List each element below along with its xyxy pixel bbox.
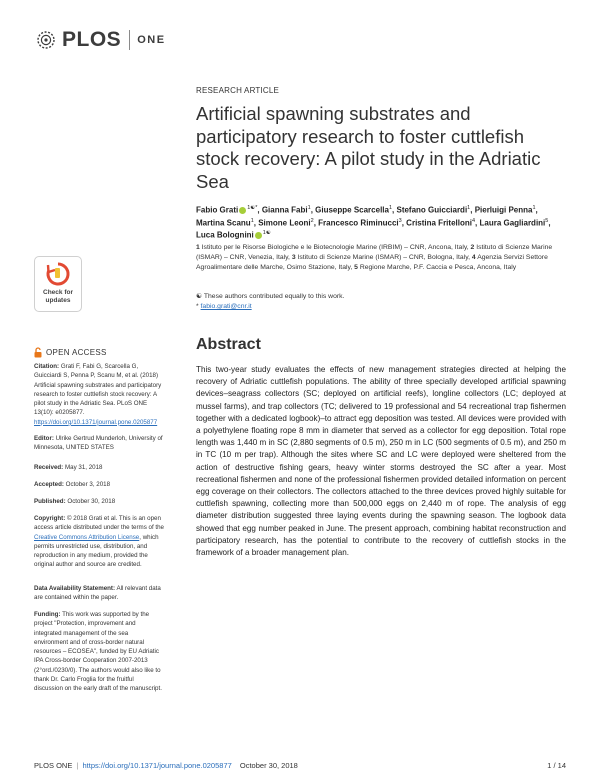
data-availability-text: All relevant data are contained within the paper. [34,585,161,602]
author-name: Martina Scanu [196,218,251,228]
received-label: Received: [34,464,64,471]
editor-label: Editor: [34,435,54,442]
affiliation-text: Istituto di Scienze Marine (ISMAR) – CNR, Venezia, Italy, [196,244,553,262]
check-updates-icon [45,261,71,287]
funding-text: This work was supported by the project "Protection, improvement and integrated management of the sea environment and of cross-border natural resources – ECOSEA", funded by EU Adriatic IPA Cross-border Cooperation 2007-2013 (2°ord./0230/0). The authors would also like to thank Dr. Carlo Froglia for the fruitful discussion on the early draft of the manuscript. [34,611,162,693]
author-name: Luca Bolognini [196,230,254,240]
published-block [34,497,164,506]
published-label: Published: [34,498,66,505]
equal-contribution-note: ☯ These authors contributed equally to this work. [196,293,345,300]
author-affiliation-sup: 1☯ [262,230,271,237]
author-name: Cristina Fritelloni [406,218,472,228]
author-affiliation-sup: 3 [398,217,402,224]
author-list: Fabio Grati $^{1☯*}$, Gianna Fabi$^1$, Giuseppe Scarcella$^1$, Stefano Guicciardi$^1$, Pierluigi Penna$^1$, Martina Scanu$^1$, Simone Leoni$^2$, Francesco Riminucci$^3$, Cristina Fritelloni$^4$, Laura Gagliardini$^5$, Luca Bolognini $^{1☯}$ [196,205,551,240]
affiliation-number: 4 [471,254,476,262]
check-updates-line1: Check for [43,289,73,296]
received-block [34,463,164,472]
corresponding-email-link[interactable]: fabio.grati@cnr.it [200,303,252,310]
funding-block [34,610,164,694]
orcid-icon[interactable] [255,232,262,239]
logo-one-text: ONE [137,34,166,46]
copyright-block [34,514,164,570]
accepted-block [34,480,164,489]
copyright-label: Copyright: [34,515,66,522]
open-access-text: OPEN ACCESS [46,347,107,357]
open-lock-icon [34,347,42,358]
author-name: Gianna Fabi [261,205,308,215]
citation-doi-link[interactable]: https://doi.org/10.1371/journal.pone.0205877 [34,418,158,426]
check-for-updates-badge[interactable] [34,256,82,312]
cc-license-link[interactable]: Creative Commons Attribution License [34,533,140,541]
citation-block [34,362,164,427]
author-affiliation-sup: 1 [388,205,393,211]
author-affiliation-sup: 2 [310,217,314,224]
author-name: Laura Gagliardini [479,218,546,228]
orcid-icon[interactable] [239,207,246,214]
logo-plos-text: PLOS [62,28,122,51]
citation-text: Grati F, Fabi G, Scarcella G, Guicciardi S, Penna P, Scanu M, et al. (2018) Artificial spawning substrates and participatory research to foster cuttlefish stock recovery: A pilot study in the Adriatic Sea. PLoS ONE 13(10): e0205877. [34,363,162,417]
author-affiliation-sup: 5 [545,217,549,224]
author-affiliation-sup: 1 [467,205,471,211]
editor-block [34,434,164,453]
footer-doi-link[interactable]: https://doi.org/10.1371/journal.pone.0205877 [82,761,232,770]
author-name: Stefano Guicciardi [396,205,468,215]
funding-label: Funding: [34,611,61,618]
author-name: Giuseppe Scarcella [315,205,389,215]
affiliation-text: Istituto per le Risorse Biologiche e le Biotecnologie Marine (IRBIM) – CNR, Ancona, Italy, [201,244,469,251]
affiliation-number: 3 [291,254,296,262]
author-affiliation-sup: 1☯* [247,205,258,211]
author-name: Francesco Riminucci [318,218,399,228]
abstract-heading: Abstract [196,336,261,353]
corresponding-author [196,303,566,310]
data-availability-block [34,584,164,603]
plos-logo-icon [34,28,58,52]
article-type: RESEARCH ARTICLE [196,86,280,95]
corresponding-mark: * [196,303,199,310]
copyright-text: © 2018 Grati et al. This is an open access article distributed under the terms of the [34,515,165,532]
plos-one-logo [34,28,166,52]
logo-separator [129,30,130,50]
affiliations [196,243,566,274]
abstract-text: This two-year study evaluates the effects of new management strategies directed at helping the recovery of Adriatic cuttlefish populations. The ability of three specially developed artificial spawning devices–seagrass collectors (SC; deployed on artificial reefs), longline collectors (LC; deployed at mussel farms), and trap collectors (TC; delivered to 19 professional and 54 recreational trap fishermen together with a dedicated logbook)–to attract egg deposition was tested. All devices were provided with a polyethylene floating rope 8 mm in diameter that served as a collector for egg deposition. Total rope length was 1,440 m in SC (2,880 segments of 0.5 m), 250 m in LC (500 segments of 0.5 m), and 250 m in TC (10 m per trap). Although the sites where SC and LC were deployed were sheltered from the action of destructive fishing gears, heavy winter storms destroyed the SC after a year. Most recreational fishermen and none of the professional fishermen provided detailed information on percent egg coverage on their collectors. The collectors attached to the three devices proved highly suitable for cuttlefish spawning, collecting more than 500,000 eggs on 2,440 m of rope. The analysis of egg diameter distribution suggested three laying events during the spawning season. The logbook data showed that egg number peaked in June. The present approach, combining habitat reconstruction and participatory research, has the potential to contribute to the recovery of cuttlefish stocks in the framework of a broader management plan. [196,365,566,558]
author-affiliation-sup: 1 [250,217,254,224]
copyright-text-end: , which permits unrestricted use, distribution, and reproduction in any medium, provided the original author and source are credited. [34,533,159,569]
author-name: Pierluigi Penna [474,205,533,215]
article-title: Artificial spawning substrates and participatory research to foster cuttlefish stock recovery: A pilot study in the Adriatic Sea [196,103,541,192]
author-affiliation-sup: 4 [471,217,476,224]
affiliation-number: 5 [354,264,358,272]
affiliation-text: Agenzia Servizi Settore Agroalimentare delle Marche, Osimo Stazione, Italy, [196,254,548,272]
open-access-label [34,347,164,358]
received-date: May 31, 2018 [64,464,103,471]
footer-journal: PLOS ONE [34,761,73,770]
author-affiliation-sup: 1 [307,205,311,211]
affiliation-text: Regione Marche, P.F. Caccia e Pesca, Ancona, Italy [359,264,517,272]
affiliation-text: Istituto di Scienze Marine (ISMAR) – CNR, Bologna, Italy, [297,254,471,262]
check-updates-line2: updates [45,296,71,304]
affiliation-number: 1 [196,244,200,251]
accepted-date: October 3, 2018 [65,481,111,488]
published-date: October 30, 2018 [67,498,116,505]
accepted-label: Accepted: [34,481,64,488]
footer-date: October 30, 2018 [239,761,298,770]
data-availability-label: Data Availability Statement: [34,585,116,592]
author-affiliation-sup: 1 [532,205,536,211]
citation-label: Citation: [34,363,60,370]
author-name: Simone Leoni [258,218,311,228]
page-number: 1 / 14 [547,761,566,770]
page-footer: PLOS ONE | https://doi.org/10.1371/journal.pone.0205877 October 30, 2018 [34,761,298,770]
author-name: Fabio Grati [196,205,239,215]
affiliation-number: 2 [470,244,475,251]
editor-text: Ulrike Gertrud Munderloh, University of Minnesota, UNITED STATES [34,435,163,452]
